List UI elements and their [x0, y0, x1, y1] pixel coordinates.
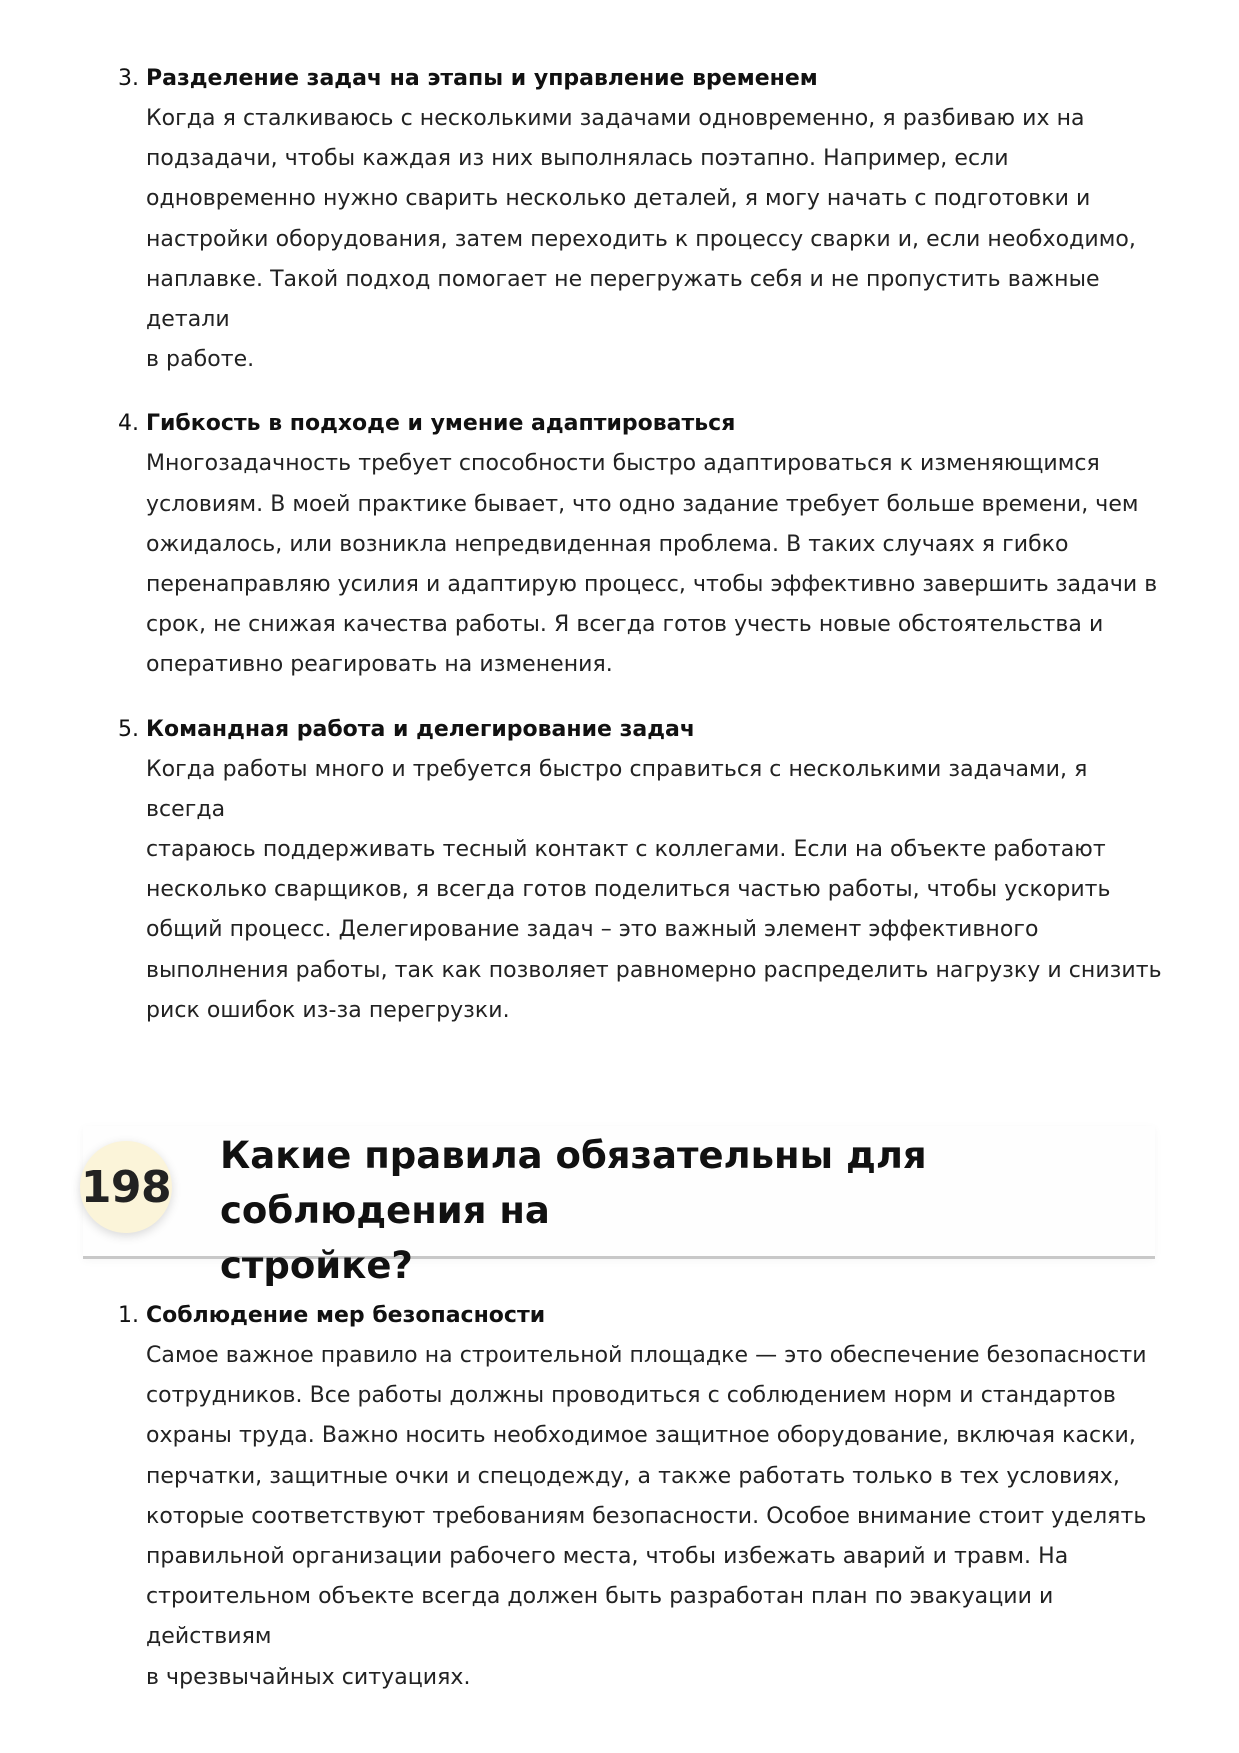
numbered-list-bottom	[0, 1296, 1239, 1698]
text-line: настройки оборудования, затем переходить к процессу сварки и, если необходимо,	[146, 226, 1136, 252]
text-line: наплавке. Такой подход помогает не перегружать себя и не пропустить важные детали	[146, 266, 1100, 333]
text-line: Когда работы много и требуется быстро справиться с несколькими задачами, я всегда	[146, 756, 1088, 822]
text-line: подзадачи, чтобы каждая из них выполнялась поэтапно. Например, если	[146, 146, 1009, 172]
text-line: риск ошибок из-за перегрузки.	[146, 997, 510, 1023]
list-item-title: Командная работа и делегирование задач	[146, 716, 695, 742]
list-item-title: Разделение задач на этапы и управление временем	[146, 66, 818, 91]
list-item-text	[146, 750, 1166, 1031]
text-line: перчатки, защитные очки и спецодежду, а также работать только в тех условиях,	[146, 1463, 1120, 1489]
text-line: оперативно реагировать на изменения.	[146, 652, 613, 678]
text-line: Когда я сталкиваюсь с несколькими задачами одновременно, я разбиваю их на	[146, 106, 1085, 131]
list-item-text	[146, 1336, 1166, 1698]
text-line: общий процесс. Делегирование задач – это важный элемент эффективного	[146, 917, 1039, 943]
text-line: перенаправляю усилия и адаптирую процесс, чтобы эффективно завершить задачи в	[146, 572, 1158, 598]
list-item-text	[146, 99, 1166, 380]
text-line: условиям. В моей практике бывает, что одно задание требует больше времени, чем	[146, 491, 1139, 517]
list-item-title: Гибкость в подходе и умение адаптироваться	[146, 411, 736, 437]
section-title	[220, 1128, 1150, 1293]
text-line: выполнения работы, так как позволяет равномерно распределить нагрузку и снизить	[146, 957, 1162, 983]
text-line: в работе.	[146, 347, 255, 373]
list-item-4	[0, 404, 1239, 685]
list-item-1	[0, 1296, 1239, 1698]
text-line: Многозадачность требует способности быстро адаптироваться к изменяющимся	[146, 451, 1100, 477]
text-line: которые соответствуют требованиям безопасности. Особое внимание стоит уделять	[146, 1503, 1147, 1529]
list-item-5	[0, 710, 1239, 1031]
text-line: строительном объекте всегда должен быть разработан план по эвакуации и действиям	[146, 1584, 1054, 1650]
text-line: в чрезвычайных ситуациях.	[146, 1664, 471, 1690]
numbered-list-top	[0, 59, 1239, 1055]
section-title-line: Какие правила обязательны для соблюдения на	[220, 1134, 927, 1232]
text-line: сотрудников. Все работы должны проводиться с соблюдением норм и стандартов	[146, 1383, 1116, 1409]
list-item-number: 3.	[118, 66, 139, 91]
question-number: 198	[80, 1161, 172, 1213]
text-line: стараюсь поддерживать тесный контакт с коллегами. Если на объекте работают	[146, 837, 1106, 863]
list-item-title: Соблюдение мер безопасности	[146, 1303, 546, 1328]
list-item-number: 1.	[118, 1303, 139, 1328]
list-item-text	[146, 444, 1166, 685]
section-title-line: стройке?	[220, 1244, 413, 1287]
text-line: правильной организации рабочего места, чтобы избежать аварий и травм. На	[146, 1544, 1069, 1570]
text-line: ожидалось, или возникла непредвиденная проблема. В таких случаях я гибко	[146, 531, 1069, 557]
text-line: Самое важное правило на строительной площадке — это обеспечение безопасности	[146, 1343, 1147, 1368]
list-item-3	[0, 59, 1239, 380]
text-line: несколько сварщиков, я всегда готов поделиться частью работы, чтобы ускорить	[146, 877, 1111, 903]
list-item-number: 4.	[118, 411, 139, 437]
text-line: срок, не снижая качества работы. Я всегда готов учесть новые обстоятельства и	[146, 612, 1104, 638]
list-item-number: 5.	[118, 716, 139, 742]
text-line: одновременно нужно сварить несколько деталей, я могу начать с подготовки и	[146, 186, 1091, 212]
question-number-badge	[80, 1141, 172, 1233]
text-line: охраны труда. Важно носить необходимое защитное оборудование, включая каски,	[146, 1423, 1136, 1449]
